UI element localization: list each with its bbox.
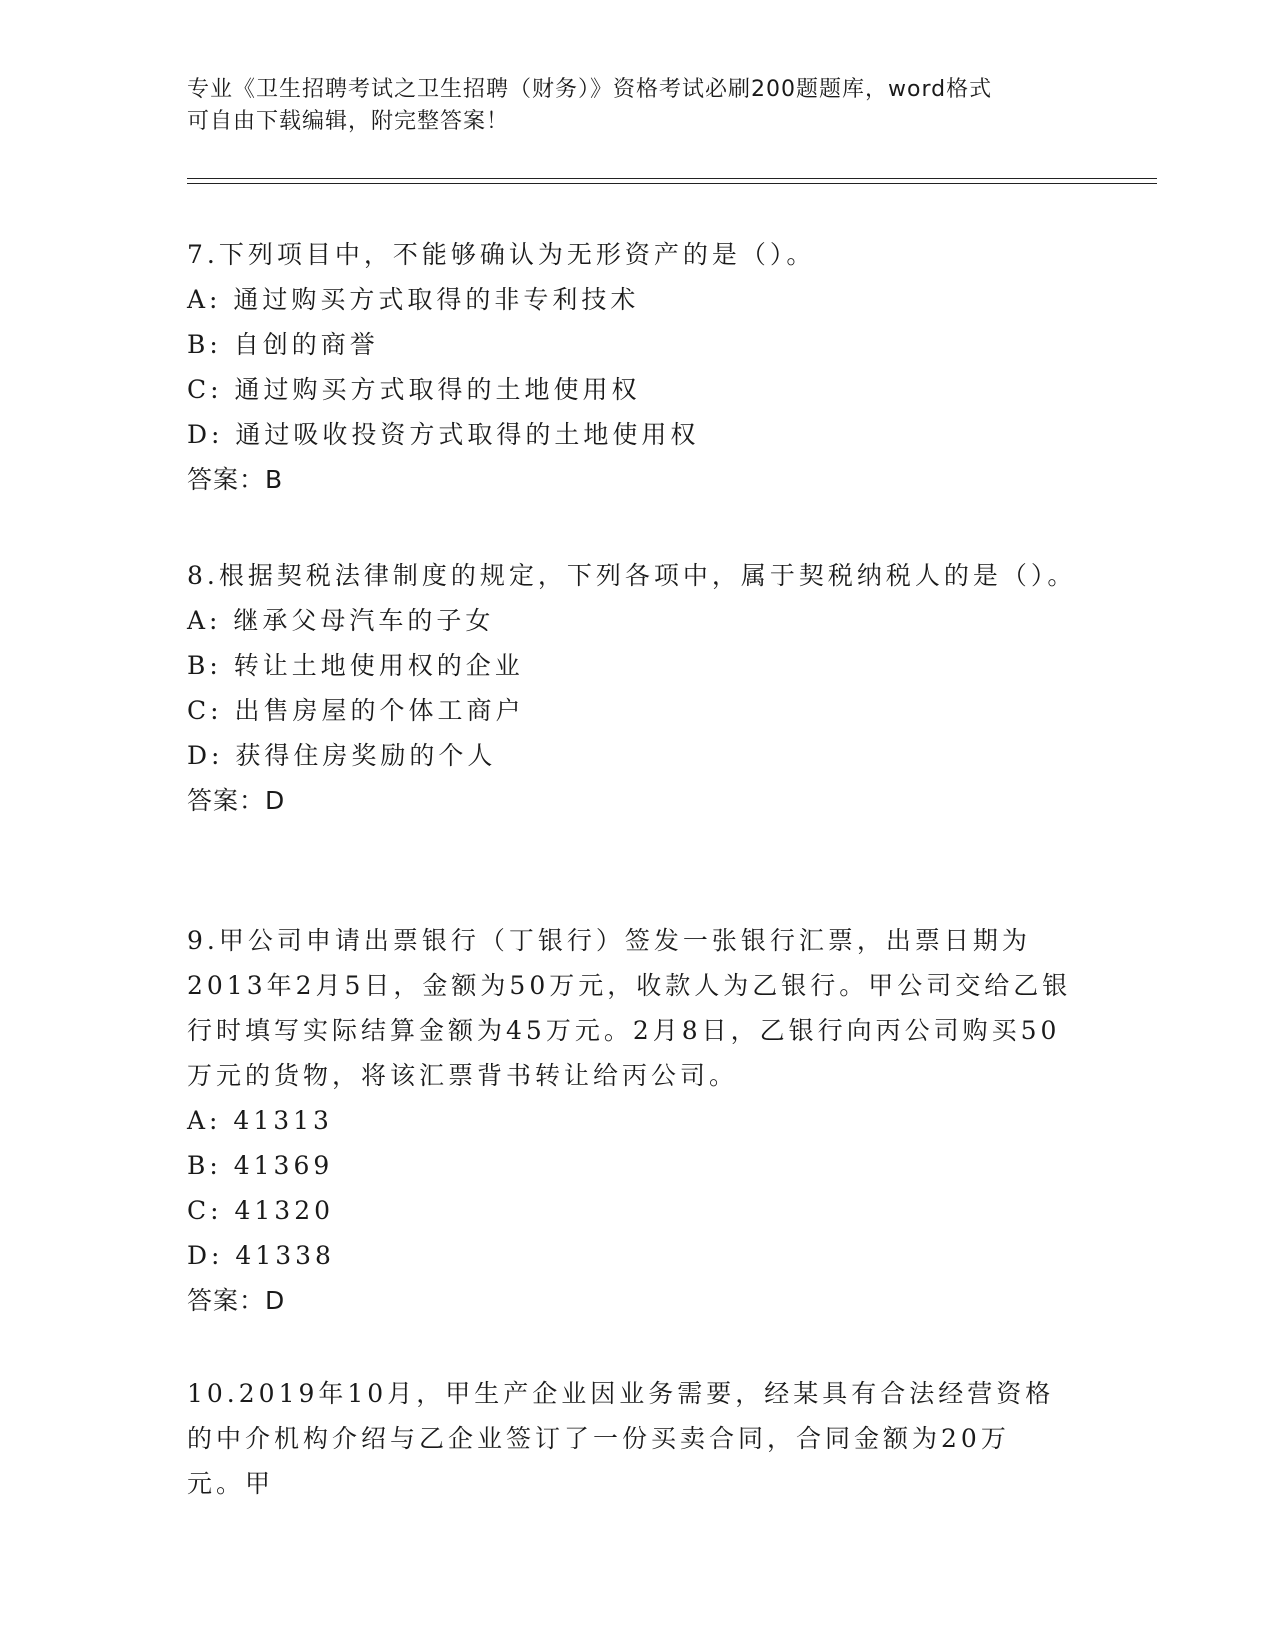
question-stem: 9.甲公司申请出票银行（丁银行）签发一张银行汇票，出票日期为2013年2月5日，金额为50万元，收款人为乙银行。甲公司交给乙银行时填写实际结算金额为45万元。2月8日，乙银行向丙公司购买50万元的货物，将该汇票背书转让给丙公司。: [187, 926, 1072, 1090]
header-line-2: 可自由下载编辑，附完整答案！: [187, 109, 510, 134]
option-b: B: 自创的商誉: [187, 330, 379, 359]
option-c: C: 出售房屋的个体工商户: [187, 696, 525, 725]
option-d: D: 41338: [187, 1241, 335, 1270]
option-d: D: 通过吸收投资方式取得的土地使用权: [187, 420, 700, 449]
header-line-1: 专业《卫生招聘考试之卫生招聘（财务）》资格考试必刷200题题库，word格式: [187, 77, 993, 102]
option-d: D: 获得住房奖励的个人: [187, 741, 497, 770]
option-a: A: 通过购买方式取得的非专利技术: [187, 285, 640, 314]
answer: 答案：D: [187, 1286, 286, 1315]
header-divider-bottom: [187, 183, 1157, 184]
document-header: [187, 74, 1087, 138]
header-divider-top: [187, 178, 1157, 179]
option-c: C: 41320: [187, 1196, 335, 1225]
option-c: C: 通过购买方式取得的土地使用权: [187, 375, 641, 404]
option-b: B: 41369: [187, 1151, 334, 1180]
question-7: [187, 232, 1087, 502]
question-stem: 10.2019年10月，甲生产企业因业务需要，经某具有合法经营资格的中介机构介绍与乙企业签订了一份买卖合同，合同金额为20万元。甲: [187, 1379, 1055, 1498]
question-9: [187, 918, 1087, 1323]
answer: 答案：D: [187, 786, 286, 815]
question-stem: 7.下列项目中，不能够确认为无形资产的是（）。: [187, 240, 816, 269]
question-8: [187, 553, 1087, 823]
option-b: B: 转让土地使用权的企业: [187, 651, 524, 680]
question-stem: 8.根据契税法律制度的规定，下列各项中，属于契税纳税人的是（）。: [187, 561, 1077, 590]
option-a: A: 41313: [187, 1106, 333, 1135]
answer: 答案：B: [187, 465, 284, 494]
question-10: [187, 1371, 1067, 1506]
option-a: A: 继承父母汽车的子女: [187, 606, 495, 635]
